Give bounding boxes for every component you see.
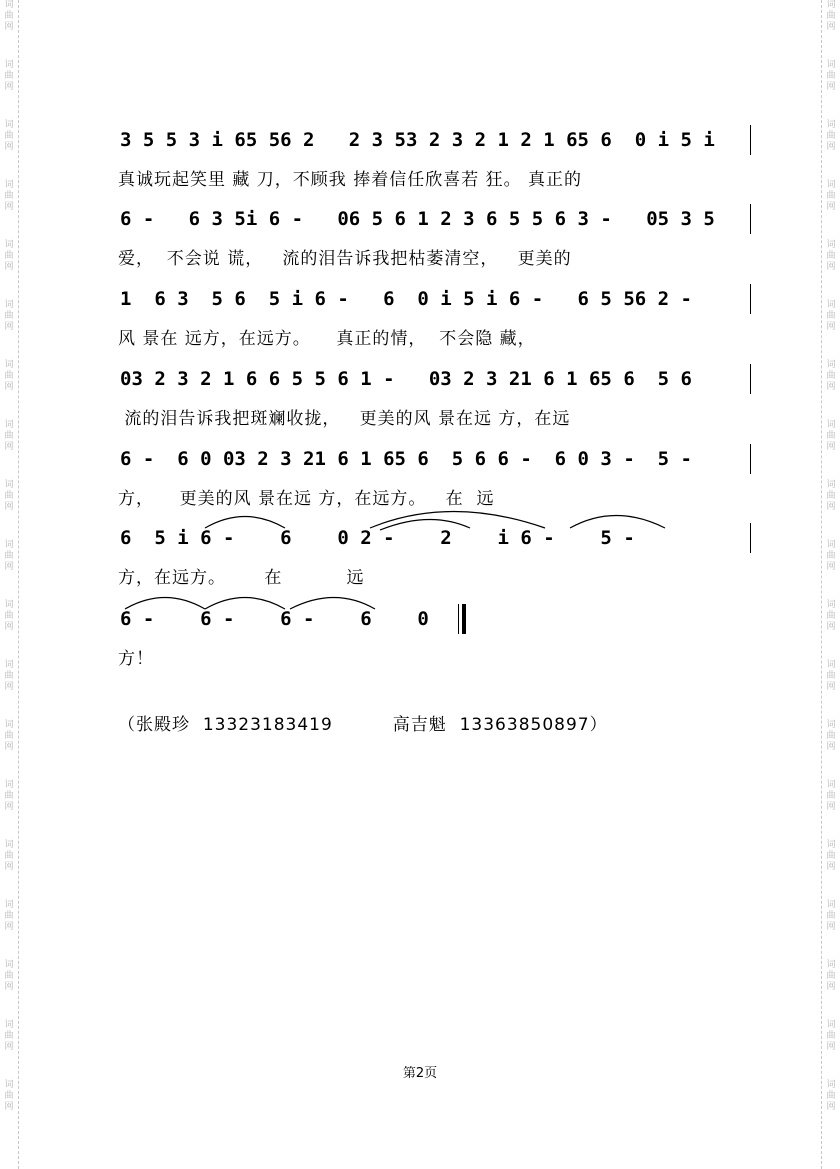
barline — [750, 444, 751, 474]
notation-line-5: 6 - 6 0 03 2 3 21 6 1 65 6 5 6 6 - 6 0 3 - 5 - — [120, 448, 692, 470]
watermark-text: 词 曲 网 — [826, 480, 836, 512]
lyric-line-7: 方！ — [118, 649, 154, 669]
watermark-text: 词 曲 网 — [4, 120, 14, 152]
watermark-text: 词 曲 网 — [826, 900, 836, 932]
barline — [750, 125, 751, 155]
watermark-text: 词 曲 网 — [826, 180, 836, 212]
barline — [750, 523, 751, 553]
barline — [750, 364, 751, 394]
watermark-text: 词 曲 网 — [4, 240, 14, 272]
watermark-text: 词 曲 网 — [826, 1020, 836, 1052]
notation-line-7: 6 - 6 - 6 - 6 0 — [120, 608, 429, 630]
barline — [750, 204, 751, 234]
credit-close-paren: ） — [589, 715, 608, 735]
watermark-text: 词 曲 网 — [826, 120, 836, 152]
watermark-text: 词 曲 网 — [4, 540, 14, 572]
watermark-text: 词 曲 网 — [4, 180, 14, 212]
watermark-text: 词 曲 网 — [4, 1080, 14, 1112]
notation-line-6: 6 5 i 6 - 6 0 2 - 2 i 6 - 5 - — [120, 527, 635, 549]
watermark-text: 词 曲 网 — [4, 900, 14, 932]
final-barline — [458, 604, 466, 634]
watermark-text: 词 曲 网 — [826, 540, 836, 572]
barline — [750, 284, 751, 314]
credit-phone-2: 13363850897 — [459, 715, 590, 735]
credit-name-2: 高吉魁 — [392, 715, 447, 735]
watermark-text: 词 曲 网 — [826, 960, 836, 992]
watermark-text: 词 曲 网 — [4, 600, 14, 632]
notation-line-2: 6 - 6 3 5i 6 - 06 5 6 1 2 3 6 5 5 6 3 - 05 3 5 — [120, 208, 715, 230]
watermark-text: 词 曲 网 — [4, 780, 14, 812]
lyric-line-4: 流的泪告诉我把斑斓收拢， 更美的风 景在远 方，在远 — [118, 409, 571, 429]
watermark-text: 词 曲 网 — [826, 720, 836, 752]
credit-name-1: 张殿珍 — [136, 715, 190, 735]
watermark-text: 词 曲 网 — [4, 420, 14, 452]
watermark-text: 词 曲 网 — [4, 0, 14, 32]
watermark-text: 词 曲 网 — [4, 480, 14, 512]
watermark-text: 词 曲 网 — [4, 840, 14, 872]
watermark-text: 词 曲 网 — [4, 60, 14, 92]
notation-line-1: 3 5 5 3 i 65 56 2 2 3 53 2 3 2 1 2 1 65 6 0 i 5 i — [120, 129, 715, 151]
lyric-line-2: 爱， 不会说 谎， 流的泪告诉我把枯萎清空， 更美的 — [118, 249, 572, 269]
watermark-text: 词 曲 网 — [826, 240, 836, 272]
watermark-text: 词 曲 网 — [4, 300, 14, 332]
watermark-text: 词 曲 网 — [826, 300, 836, 332]
watermark-text: 词 曲 网 — [826, 780, 836, 812]
watermark-text: 词 曲 网 — [4, 1020, 14, 1052]
watermark-text: 词 曲 网 — [4, 960, 14, 992]
lyric-line-6: 方，在远方。 在 远 — [118, 568, 365, 588]
watermark-text: 词 曲 网 — [4, 720, 14, 752]
watermark-text: 词 曲 网 — [826, 600, 836, 632]
lyric-line-5: 方， 更美的风 景在远 方，在远方。 在 远 — [118, 489, 495, 509]
watermark-text: 词 曲 网 — [4, 660, 14, 692]
watermark-text: 词 曲 网 — [826, 420, 836, 452]
notation-line-3: 1 6 3 5 6 5 i 6 - 6 0 i 5 i 6 - 6 5 56 2 - — [120, 288, 692, 310]
watermark-text: 词 曲 网 — [826, 360, 836, 392]
credit-open-paren: （ — [118, 715, 136, 735]
watermark-text: 词 曲 网 — [826, 840, 836, 872]
watermark-text: 词 曲 网 — [826, 0, 836, 32]
notation-line-4: 03 2 3 2 1 6 6 5 5 6 1 - 03 2 3 21 6 1 65 6 5 6 — [120, 368, 692, 390]
lyric-line-1: 真诚玩起笑里 藏 刀，不顾我 捧着信任欣喜若 狂。 真正的 — [118, 170, 583, 190]
watermark-text: 词 曲 网 — [826, 660, 836, 692]
credit-phone-1: 13323183419 — [202, 715, 333, 735]
watermark-text: 词 曲 网 — [826, 60, 836, 92]
lyric-line-3: 风 景在 远方，在远方。 真正的情， 不会隐 藏， — [118, 329, 536, 349]
watermark-text: 词 曲 网 — [826, 1080, 836, 1112]
credit-line — [118, 710, 608, 735]
page-number: 第2页 — [402, 1066, 438, 1081]
watermark-text: 词 曲 网 — [4, 360, 14, 392]
